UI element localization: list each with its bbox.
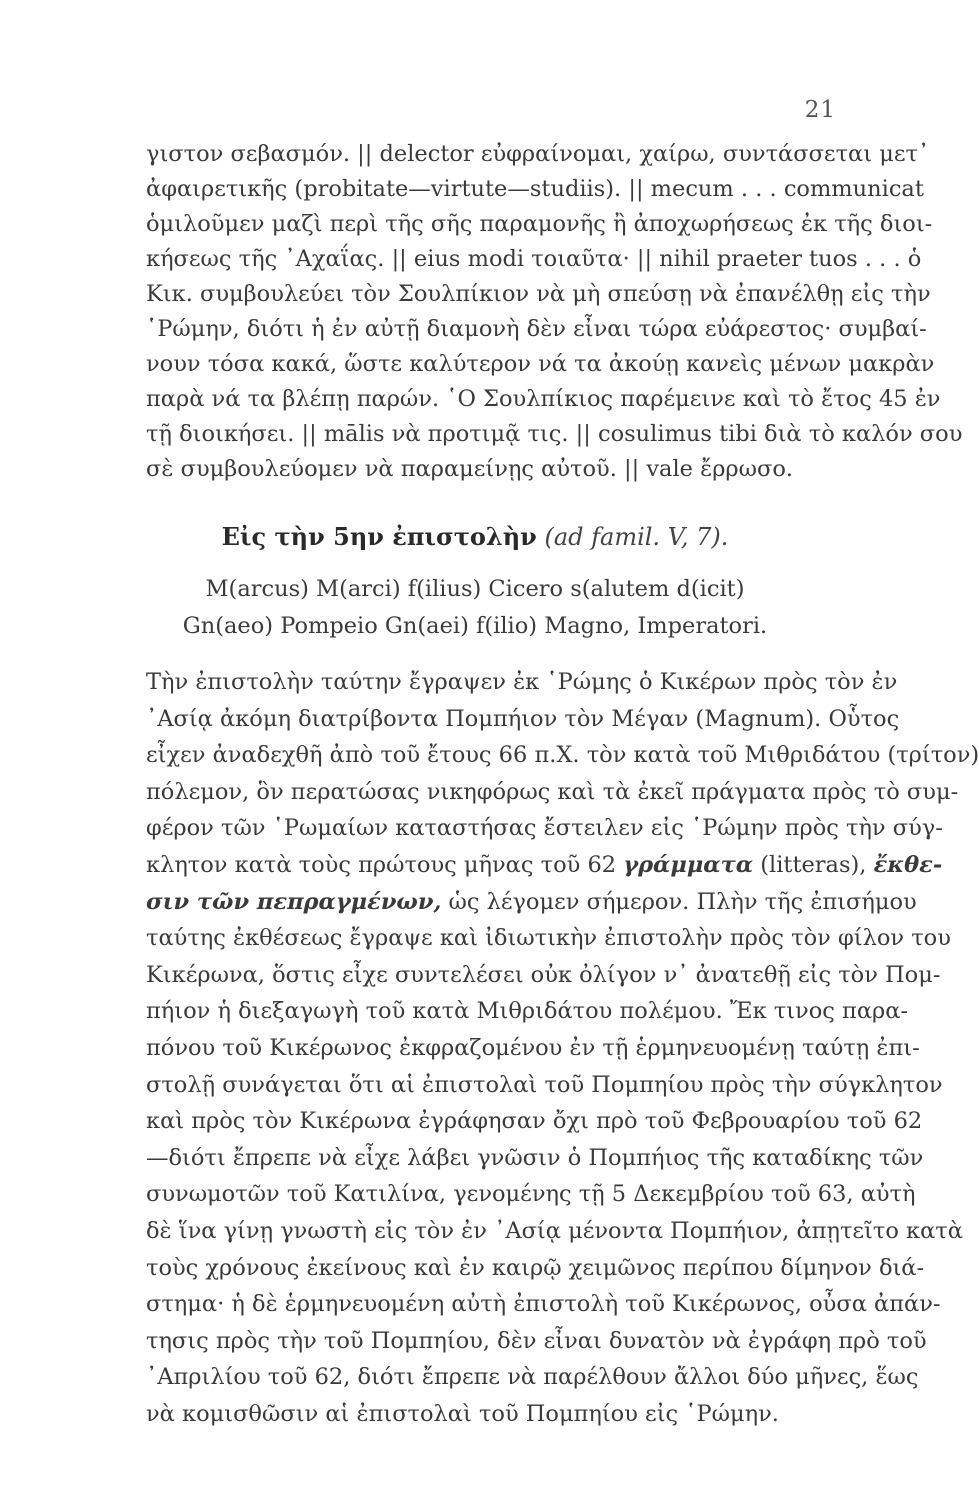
- heading-reference: (ad famil. V, 7).: [544, 523, 729, 551]
- text-segment: κλητον κατὰ τοὺς πρώτους μῆνας τοῦ 62: [146, 851, 617, 878]
- text-line: παρὰ νά τα βλέπῃ παρών. ῾Ο Σουλπίκιος παρέμεινε καὶ τὸ ἔτος 45 ἐν: [146, 386, 941, 412]
- text-line: πόλεμον, ὃν περατώσας νικηφόρως καὶ τὰ ἐκεῖ πράγματα πρὸς τὸ συμ-: [146, 778, 959, 805]
- text-line: στημα· ἡ δὲ ἑρμηνευομένη αὐτὴ ἐπιστολὴ τοῦ Κικέρωνος, οὖσα ἀπάν-: [146, 1291, 941, 1318]
- text-line: φέρον τῶν ῾Ρωμαίων καταστήσας ἔστειλεν εἰς ῾Ρώμην πρὸς τὴν σύγ-: [146, 815, 943, 842]
- text-line: —διότι ἔπρεπε νὰ εἶχε λάβει γνῶσιν ὁ Πομπήιος τῆς καταδίκης τῶν: [146, 1144, 924, 1171]
- text-line: τοὺς χρόνους ἐκείνους καὶ ἐν καιρῷ χειμῶνος περίπου δίμηνον διά-: [146, 1254, 925, 1281]
- text-line: νὰ κομισθῶσιν αἱ ἐπιστολαὶ τοῦ Πομπηίου εἰς ῾Ρώμην.: [146, 1400, 779, 1427]
- text-line: τησις πρὸς τὴν τοῦ Πομπηίου, δὲν εἶναι δυνατὸν νὰ ἐγράφη πρὸ τοῦ: [146, 1327, 927, 1354]
- text-line: τῇ διοικήσει. || mālis νὰ προτιμᾷ τις. || cosulimus tibi διὰ τὸ καλόν σου: [146, 421, 963, 447]
- page-number: 21: [804, 97, 836, 123]
- text-line: ταύτης ἐκθέσεως ἔγραψε καὶ ἰδιωτικὴν ἐπιστολὴν πρὸς τὸν φίλον του: [146, 925, 951, 952]
- text-line: ἀφαιρετικῆς (probitate—virtute—studiis). || mecum . . . communicat: [146, 176, 924, 202]
- salutation-line: M(arcus) M(arci) f(ilius) Cicero s(alutem d(icit): [205, 576, 745, 602]
- text-line: πόνου τοῦ Κικέρωνος ἐκφραζομένου ἐν τῇ ἑρμηνευομένῃ ταύτῃ ἐπι-: [146, 1034, 920, 1061]
- text-line: ᾽Απριλίου τοῦ 62, διότι ἔπρεπε νὰ παρέλθουν ἄλλοι δύο μῆνες, ἕως: [146, 1364, 919, 1391]
- text-line: Τὴν ἐπιστολὴν ταύτην ἔγραψεν ἐκ ῾Ρώμης ὁ Κικέρων πρὸς τὸν ἐν: [146, 669, 898, 695]
- text-line: στολῇ συνάγεται ὅτι αἱ ἐπιστολαὶ τοῦ Πομπηίου πρὸς τὴν σύγκλητον: [146, 1071, 943, 1098]
- text-line: [146, 847, 943, 884]
- salutation-line: Gn(aeo) Pompeio Gn(aei) f(ilio) Magno, Imperatori.: [182, 613, 768, 639]
- section-heading: [0, 519, 950, 555]
- text-line: εἶχεν ἀναδεχθῆ ἀπὸ τοῦ ἔτους 66 π.Χ. τὸν κατὰ τοῦ Μιθριδάτου (τρίτον): [146, 742, 979, 769]
- text-line: ᾽Ασίᾳ ἀκόμη διατρίβοντα Πομπήιον τὸν Μέγαν (Magnum). Οὗτος: [146, 705, 900, 732]
- text-segment: ὡς λέγομεν σήμερον. Πλὴν τῆς ἐπισήμου: [448, 888, 917, 915]
- text-line: καὶ πρὸς τὸν Κικέρωνα ἐγράφησαν ὄχι πρὸ τοῦ Φεβρουαρίου τοῦ 62: [146, 1108, 923, 1135]
- emphasized-term: ἔκθε-: [873, 851, 943, 878]
- text-line: ὁμιλοῦμεν μαζὶ περὶ τῆς σῆς παραμονῆς ἢ ἀποχωρήσεως ἐκ τῆς διοι-: [146, 211, 933, 237]
- introduction-paragraph: [146, 664, 979, 1432]
- letter-salutation: [0, 571, 950, 645]
- text-segment: (litteras),: [760, 851, 867, 878]
- text-line: συνωμοτῶν τοῦ Κατιλίνα, γενομένης τῇ 5 Δεκεμβρίου τοῦ 63, αὐτὴ: [146, 1181, 916, 1208]
- text-line: [146, 884, 917, 921]
- text-line: Κικ. συμβουλεύει τὸν Σουλπίκιον νὰ μὴ σπεύσῃ νὰ ἐπανέλθῃ εἰς τὴν: [146, 281, 931, 307]
- text-line: ῾Ρώμην, διότι ἡ ἐν αὐτῇ διαμονὴ δὲν εἶναι τώρα εὐάρεστος· συμβαί-: [146, 316, 927, 342]
- text-line: πήιον ἡ διεξαγωγὴ τοῦ κατὰ Μιθριδάτου πολέμου. Ἔκ τινος παρα-: [146, 998, 909, 1025]
- text-line: δὲ ἵνα γίνῃ γνωστὴ εἰς τὸν ἐν ᾽Ασίᾳ μένοντα Πομπήιον, ἀπῃτεῖτο κατὰ: [146, 1217, 963, 1244]
- text-line: νουν τόσα κακά, ὥστε καλύτερον νά τα ἀκούῃ κανεὶς μένων μακρὰν: [146, 351, 935, 377]
- commentary-paragraph: [146, 137, 963, 487]
- heading-title: Εἰς τὴν 5ην ἐπιστολὴν: [221, 522, 537, 551]
- text-line: γιστον σεβασμόν. || delector εὐφραίνομαι, χαίρω, συντάσσεται μετ᾽: [146, 141, 930, 167]
- emphasized-term: σιν τῶν πεπραγμένων,: [146, 888, 442, 915]
- text-line: κήσεως τῆς ᾽Αχαΐας. || eius modi τοιαῦτα· || nihil praeter tuos . . . ὁ: [146, 246, 922, 272]
- emphasized-term: γράμματα: [623, 851, 754, 878]
- text-line: σὲ συμβουλεύομεν νὰ παραμείνῃς αὐτοῦ. || vale ἔρρωσο.: [146, 456, 794, 482]
- text-line: Κικέρωνα, ὅστις εἶχε συντελέσει οὐκ ὀλίγον ν᾽ ἀνατεθῇ εἰς τὸν Πομ-: [146, 961, 941, 988]
